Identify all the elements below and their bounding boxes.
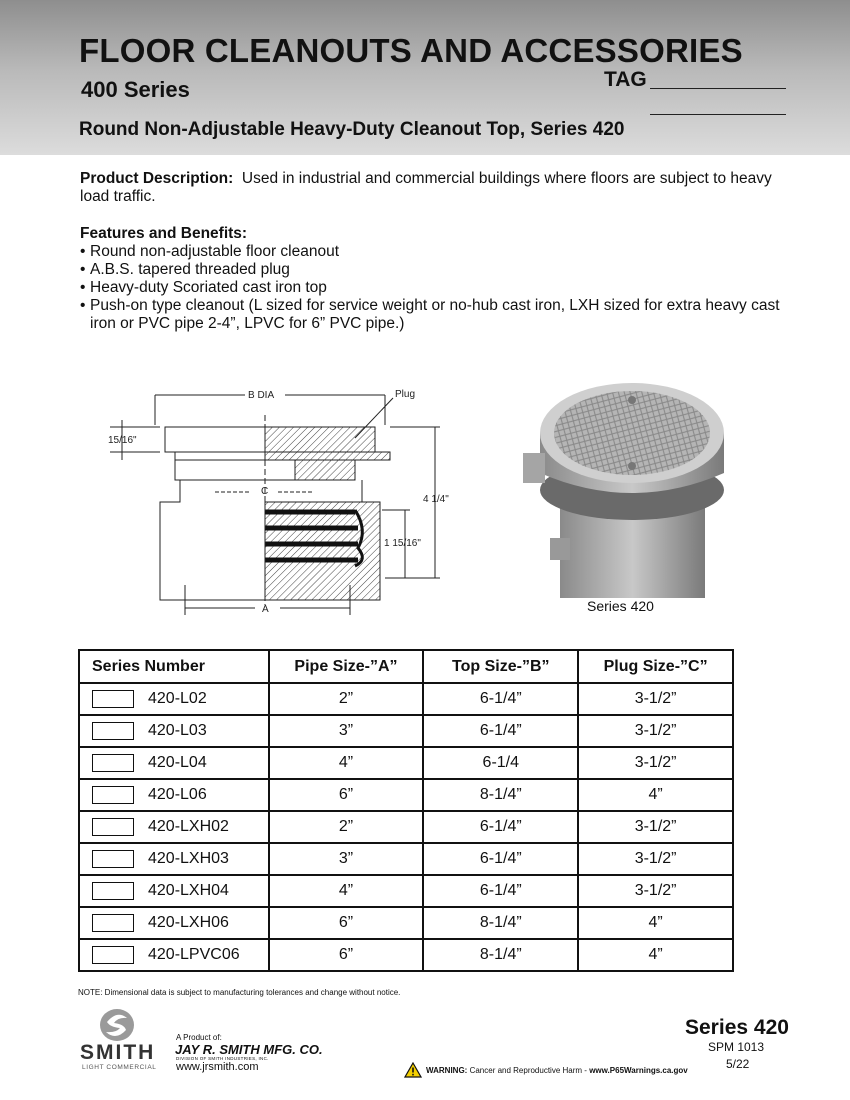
top-size-cell: 8-1/4” xyxy=(423,779,578,811)
table-row xyxy=(79,939,733,971)
series-heading: 400 Series xyxy=(81,77,190,102)
revision-date: 5/22 xyxy=(726,1057,750,1071)
prop65-warning xyxy=(404,1062,688,1078)
series-cell xyxy=(79,875,269,907)
plug-size-cell: 3-1/2” xyxy=(578,875,733,907)
col-top-size: Top Size-”B” xyxy=(423,650,578,683)
col-series-number: Series Number xyxy=(79,650,269,683)
top-size-cell: 6-1/4 xyxy=(423,747,578,779)
pipe-size-cell: 4” xyxy=(269,875,424,907)
tag-label: TAG xyxy=(604,68,647,91)
logo-wordmark: SMITH xyxy=(80,1041,156,1064)
spec-table xyxy=(78,649,734,972)
plug-size-cell: 3-1/2” xyxy=(578,715,733,747)
tag-checkbox[interactable] xyxy=(92,818,134,836)
plug-size-cell: 4” xyxy=(578,939,733,971)
feature-item: • Heavy-duty Scoriated cast iron top xyxy=(80,279,800,297)
tag-line xyxy=(650,114,786,115)
photo-caption: Series 420 xyxy=(587,598,654,614)
series-cell xyxy=(79,939,269,971)
product-subtitle: Round Non-Adjustable Heavy-Duty Cleanout Top, Series 420 xyxy=(79,119,625,140)
top-size-cell: 8-1/4” xyxy=(423,907,578,939)
label-dim-bottom: 1 15/16" xyxy=(384,538,421,549)
product-description xyxy=(80,170,790,206)
series-number: 420-LXH04 xyxy=(148,882,229,900)
label-b-dia: B DIA xyxy=(248,390,275,401)
col-pipe-size: Pipe Size-”A” xyxy=(269,650,424,683)
top-size-cell: 6-1/4” xyxy=(423,843,578,875)
features-section xyxy=(80,225,800,333)
tag-checkbox[interactable] xyxy=(92,882,134,900)
warning-label: WARNING: xyxy=(426,1065,468,1075)
page-title: FLOOR CLEANOUTS AND ACCESSORIES xyxy=(79,32,743,69)
series-cell xyxy=(79,747,269,779)
table-header-row xyxy=(79,650,733,683)
pipe-size-cell: 2” xyxy=(269,811,424,843)
top-size-cell: 6-1/4” xyxy=(423,875,578,907)
series-number: 420-L06 xyxy=(148,786,207,804)
series-number: 420-LXH03 xyxy=(148,850,229,868)
features-heading: Features and Benefits: xyxy=(80,225,248,242)
series-number: 420-L04 xyxy=(148,754,207,772)
features-list xyxy=(80,243,800,333)
smith-swirl-icon xyxy=(80,1008,154,1044)
footer-series: Series 420 xyxy=(685,1016,789,1039)
label-a: A xyxy=(262,604,269,615)
top-size-cell: 6-1/4” xyxy=(423,811,578,843)
series-cell xyxy=(79,811,269,843)
plug-size-cell: 3-1/2” xyxy=(578,747,733,779)
plug-size-cell: 4” xyxy=(578,907,733,939)
label-height: 4 1/4" xyxy=(423,494,449,505)
pipe-size-cell: 6” xyxy=(269,939,424,971)
series-cell xyxy=(79,715,269,747)
series-number: 420-LXH06 xyxy=(148,914,229,932)
website-link[interactable]: www.jrsmith.com xyxy=(176,1061,259,1073)
label-dim-top: 15/16" xyxy=(108,435,137,446)
table-row xyxy=(79,843,733,875)
pipe-size-cell: 2” xyxy=(269,683,424,715)
table-row xyxy=(79,875,733,907)
table-row xyxy=(79,779,733,811)
plug-size-cell: 3-1/2” xyxy=(578,843,733,875)
label-c: C xyxy=(261,486,269,497)
top-size-cell: 6-1/4” xyxy=(423,683,578,715)
feature-item: • Round non-adjustable floor cleanout xyxy=(80,243,800,261)
tag-checkbox[interactable] xyxy=(92,754,134,772)
technical-drawing xyxy=(100,380,450,620)
plug-size-cell: 3-1/2” xyxy=(578,811,733,843)
pipe-size-cell: 6” xyxy=(269,779,424,811)
series-cell xyxy=(79,683,269,715)
series-cell xyxy=(79,779,269,811)
tag-checkbox[interactable] xyxy=(92,850,134,868)
table-row xyxy=(79,907,733,939)
tag-line xyxy=(650,88,786,89)
header-band xyxy=(0,0,850,155)
product-of-label: A Product of: xyxy=(176,1033,222,1042)
table-row xyxy=(79,747,733,779)
series-cell xyxy=(79,843,269,875)
label-plug: Plug xyxy=(395,389,416,400)
plug-size-cell: 4” xyxy=(578,779,733,811)
pipe-size-cell: 3” xyxy=(269,715,424,747)
top-size-cell: 8-1/4” xyxy=(423,939,578,971)
series-cell xyxy=(79,907,269,939)
tag-checkbox[interactable] xyxy=(92,786,134,804)
series-number: 420-L03 xyxy=(148,722,207,740)
division-line: DIVISION OF SMITH INDUSTRIES, INC. xyxy=(176,1056,269,1061)
disclaimer-note: NOTE: Dimensional data is subject to manufacturing tolerances and change without notice. xyxy=(78,988,401,997)
warning-text: Cancer and Reproductive Harm - xyxy=(469,1065,587,1075)
table-row xyxy=(79,683,733,715)
pipe-size-cell: 6” xyxy=(269,907,424,939)
warning-triangle-icon xyxy=(404,1062,422,1078)
table-row xyxy=(79,715,733,747)
warning-url[interactable]: www.P65Warnings.ca.gov xyxy=(589,1065,688,1075)
series-number: 420-L02 xyxy=(148,690,207,708)
feature-item: • Push-on type cleanout (L sized for service weight or no-hub cast iron, LXH sized for extra heavy cast iron or PVC pipe 2-4”, LPVC for 6” PVC pipe.) xyxy=(80,297,800,333)
tag-checkbox[interactable] xyxy=(92,690,134,708)
pipe-size-cell: 3” xyxy=(269,843,424,875)
table-row xyxy=(79,811,733,843)
spm-number: SPM 1013 xyxy=(708,1040,765,1054)
cross-section-diagram xyxy=(100,380,450,620)
description-text: Used in industrial and commercial buildings where floors are subject to heavy load traffic. xyxy=(80,170,772,205)
feature-item: • A.B.S. tapered threaded plug xyxy=(80,261,800,279)
series-number: 420-LPVC06 xyxy=(148,946,240,964)
product-photo xyxy=(515,378,745,598)
manufacturer-name: JAY R. SMITH MFG. CO. xyxy=(175,1042,323,1057)
tag-checkbox[interactable] xyxy=(92,722,134,740)
cleanout-image xyxy=(515,378,745,598)
col-plug-size: Plug Size-”C” xyxy=(578,650,733,683)
series-number: 420-LXH02 xyxy=(148,818,229,836)
tag-checkbox[interactable] xyxy=(92,914,134,932)
plug-size-cell: 3-1/2” xyxy=(578,683,733,715)
tag-checkbox[interactable] xyxy=(92,946,134,964)
top-size-cell: 6-1/4” xyxy=(423,715,578,747)
logo-subtitle: LIGHT COMMERCIAL xyxy=(82,1064,157,1071)
pipe-size-cell: 4” xyxy=(269,747,424,779)
description-label: Product Description: xyxy=(80,170,234,187)
